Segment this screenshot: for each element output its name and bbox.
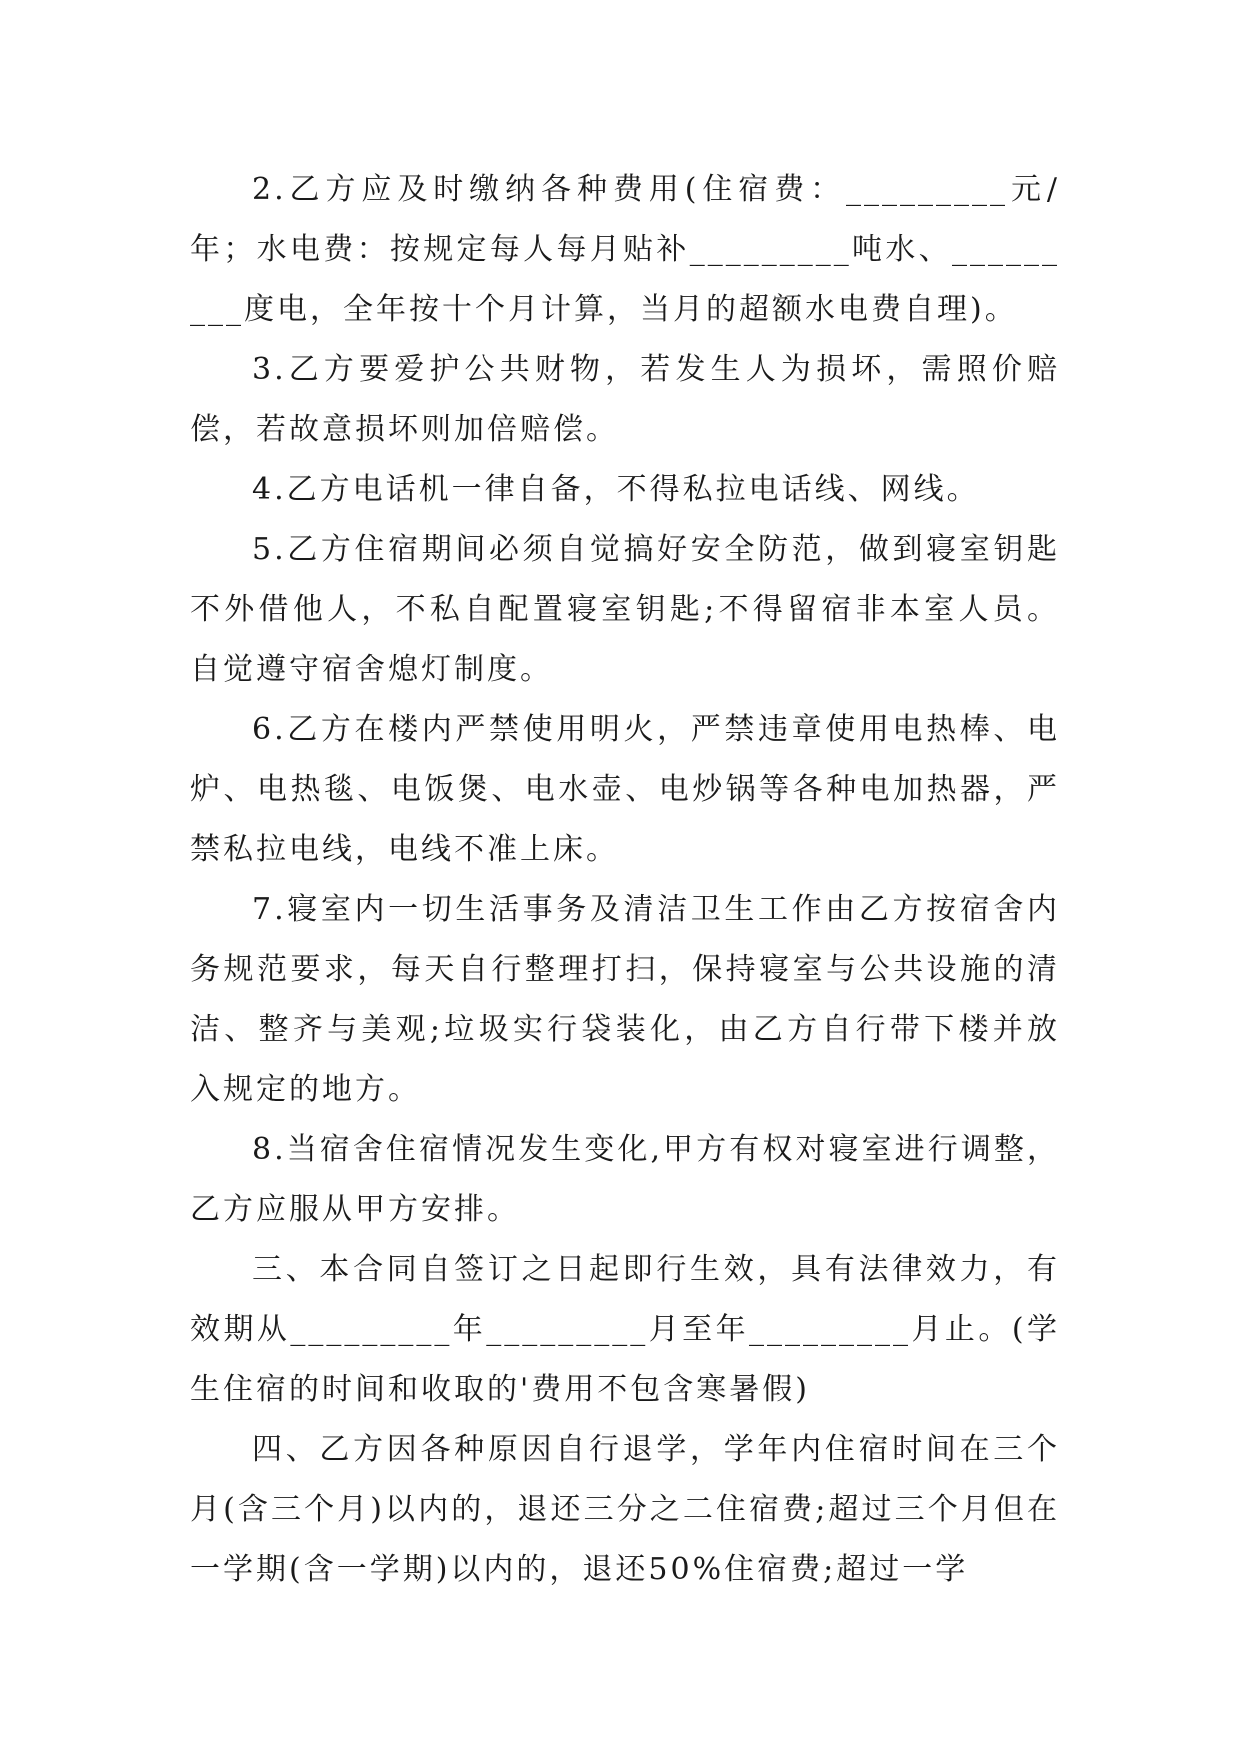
paragraph-contract-term: 三、本合同自签订之日起即行生效，具有法律效力，有效期从_________年_________月至年_________月止。(学生住宿的时间和收取的'费用不包含寒暑假) [190, 1252, 1060, 1407]
paragraph-public-property: 3.乙方要爱护公共财物，若发生人为损坏，需照价赔偿，若故意损坏则加倍赔偿。 [190, 352, 1060, 447]
paragraph-fire-safety: 6.乙方在楼内严禁使用明火，严禁违章使用电热棒、电炉、电热毯、电饭煲、电水壶、电炒锅等各种电加热器，严禁私拉电线，电线不准上床。 [190, 712, 1060, 867]
paragraph-cleaning: 7.寝室内一切生活事务及清洁卫生工作由乙方按宿舍内务规范要求，每天自行整理打扫，保持寝室与公共设施的清洁、整齐与美观;垃圾实行袋装化，由乙方自行带下楼并放入规定的地方。 [190, 892, 1060, 1107]
paragraph-refund: 四、乙方因各种原因自行退学，学年内住宿时间在三个月(含三个月)以内的，退还三分之二住宿费;超过三个月但在一学期(含一学期)以内的，退还50%住宿费;超过一学 [190, 1432, 1060, 1587]
paragraph-security: 5.乙方住宿期间必须自觉搞好安全防范，做到寝室钥匙不外借他人，不私自配置寝室钥匙;不得留宿非本室人员。自觉遵守宿舍熄灯制度。 [190, 532, 1060, 687]
document-body [190, 160, 1060, 1600]
paragraph-room-adjustment: 8.当宿舍住宿情况发生变化,甲方有权对寝室进行调整，乙方应服从甲方安排。 [190, 1132, 1060, 1227]
paragraph-telephone: 4.乙方电话机一律自备，不得私拉电话线、网线。 [252, 472, 980, 507]
paragraph-fee-payment: 2.乙方应及时缴纳各种费用(住宿费：_________元/年；水电费：按规定每人每月贴补_________吨水、_________度电，全年按十个月计算，当月的超额水电费自理)。 [190, 172, 1060, 327]
